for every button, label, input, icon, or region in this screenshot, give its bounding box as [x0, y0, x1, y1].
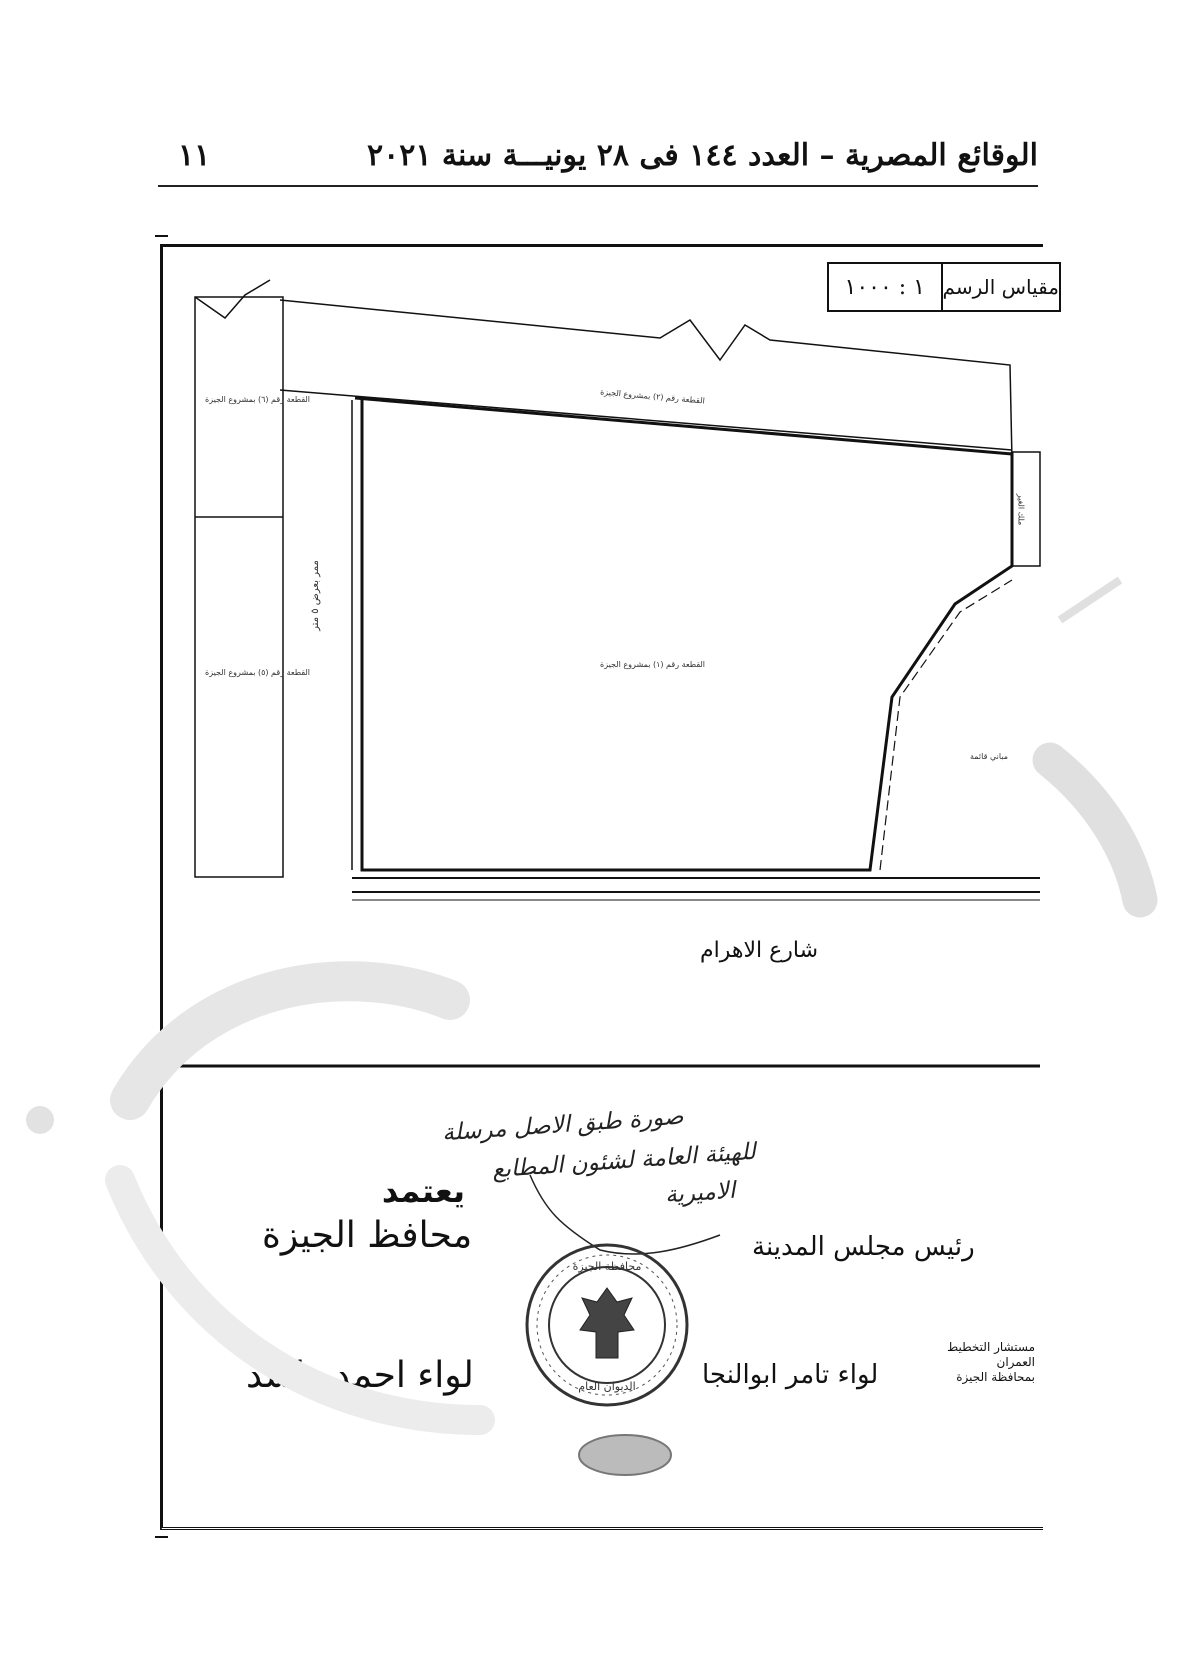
top-boundary — [280, 300, 1012, 460]
seal-text-bottom: الديوان العام — [578, 1380, 636, 1393]
seal-text-top: محافظة الجيزة — [572, 1260, 642, 1273]
top-strip-line-2 — [355, 398, 1012, 454]
small-stamp-icon — [575, 1430, 675, 1480]
right-area-label: مباني قائمة — [970, 752, 1008, 761]
top-strip-label: القطعة رقم (٢) بمشروع الجيزة — [599, 387, 706, 406]
governor-name: لواء احمد راشد — [246, 1355, 474, 1396]
corridor-label: ممر بعرض ٥ متر — [309, 560, 321, 631]
left-strip-parcels — [195, 297, 283, 877]
main-parcel-label: القطعة رقم (١) بمشروع الجيزة — [600, 660, 706, 669]
handwritten-line-1: صورة طبق الاصل مرسلة — [441, 1103, 685, 1147]
main-parcel-boundary — [362, 400, 1012, 870]
handwritten-line-3: الاميرية — [664, 1177, 737, 1209]
left-strip-bottom-label: القطعة رقم (٥) بمشروع الجيزة — [205, 668, 311, 677]
council-title: رئيس مجلس المدينة — [752, 1232, 975, 1262]
right-edge-label: ملك الغير — [1016, 493, 1026, 526]
approve-label: يعتمد — [381, 1172, 465, 1210]
left-strip-top-label: القطعة رقم (٦) بمشروع الجيزة — [205, 395, 311, 404]
scale-value: ١ : ١٠٠٠ — [844, 274, 925, 300]
official-seal-icon — [522, 1240, 692, 1410]
main-parcel-boundary-dashed — [880, 580, 1012, 870]
governor-title: محافظ الجيزة — [262, 1215, 473, 1256]
street-label: شارع الاهرام — [700, 938, 819, 963]
page-number: ١١ — [178, 138, 211, 173]
council-name: لواء تامر ابوالنجا — [702, 1360, 879, 1390]
left-break — [195, 280, 270, 318]
scale-box — [827, 262, 1061, 312]
scale-label: مقياس الرسم — [941, 264, 1059, 310]
consultant-line-2: بمحافظة الجيزة — [956, 1370, 1035, 1384]
consultant-stamp — [925, 1340, 1035, 1385]
handwritten-line-2: للهيئة العامة لشئون المطابع — [491, 1138, 757, 1184]
gazette-title: الوقائع المصرية – العدد ١٤٤ فى ٢٨ يونيـــة سنة ٢٠٢١ — [366, 138, 1038, 173]
consultant-line-1: مستشار التخطيط العمران — [947, 1340, 1035, 1369]
